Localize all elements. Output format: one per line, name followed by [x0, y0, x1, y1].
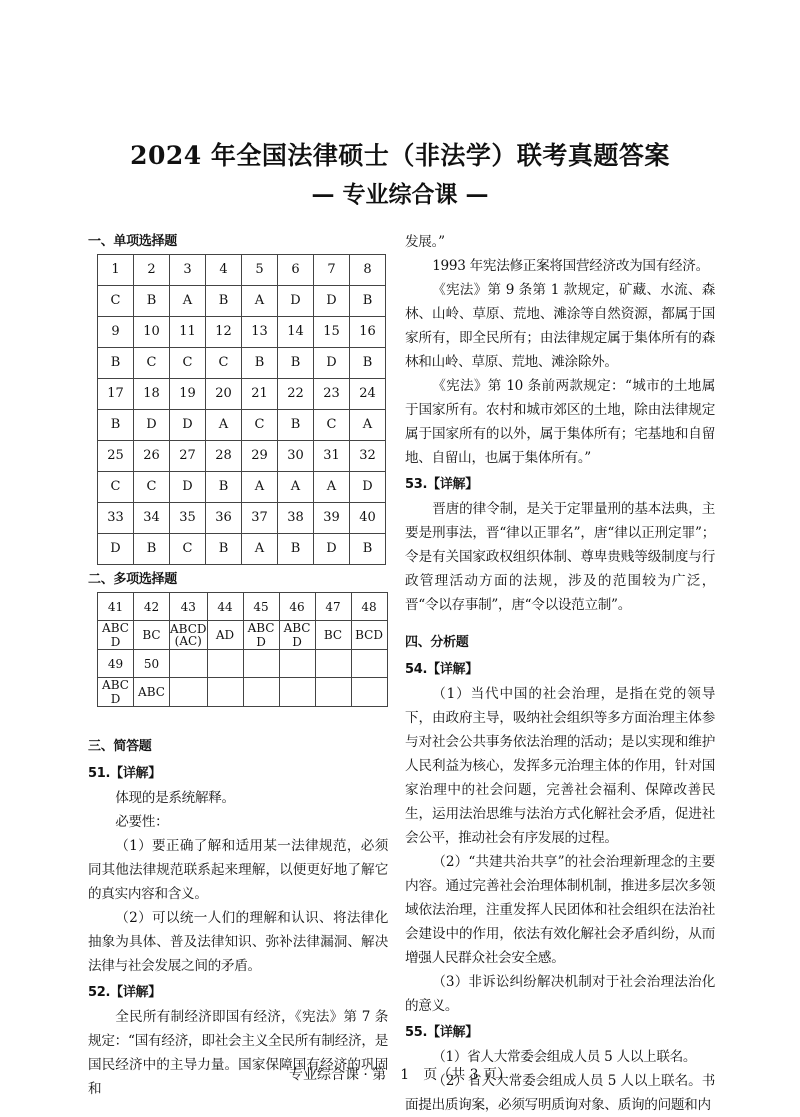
table-cell	[207, 650, 243, 678]
table-cell: ABCD	[98, 678, 134, 707]
table-row	[98, 678, 388, 707]
table-cell: B	[206, 286, 242, 317]
table-cell	[315, 678, 351, 707]
table-cell: D	[278, 286, 314, 317]
table-cell: 32	[350, 441, 386, 472]
table-cell: BCD	[351, 621, 387, 650]
table-row	[98, 379, 386, 410]
table-cell: C	[170, 348, 206, 379]
table-cell: 7	[314, 255, 350, 286]
table-cell: 38	[278, 503, 314, 534]
table-row	[98, 650, 388, 678]
page-title: 2024 年全国法律硕士（非法学）联考真题答案	[130, 141, 670, 170]
paragraph: （1）省人大常委会组成人员 5 人以上联名。	[432, 1049, 697, 1065]
table-cell: B	[278, 534, 314, 565]
table-cell: B	[98, 410, 134, 441]
paragraph: 1993 年宪法修正案将国营经济改为国有经济。	[432, 258, 709, 274]
table-cell: 10	[134, 317, 170, 348]
table-cell: A	[242, 534, 278, 565]
table-cell: 41	[98, 593, 134, 621]
table-cell	[170, 650, 208, 678]
table-cell: D	[314, 348, 350, 379]
table-row	[98, 255, 386, 286]
page-subtitle: — 专业综合课 —	[311, 181, 489, 208]
table-cell: 29	[242, 441, 278, 472]
paragraph: 必要性：	[115, 814, 169, 830]
table-cell: 49	[98, 650, 134, 678]
table-row	[98, 621, 388, 650]
table-cell: B	[242, 348, 278, 379]
paragraph: 《宪法》第 10 条前两款规定：“城市的土地属于国家所有。农村和城市郊区的土地，除由法律规定属于国家所有的以外，属于集体所有；宅基地和自留地、自留山，也属于集体所有。”	[405, 378, 715, 466]
table-cell: D	[170, 410, 206, 441]
table-cell	[243, 678, 279, 707]
table-cell	[207, 678, 243, 707]
table-cell: 23	[314, 379, 350, 410]
right-column	[405, 230, 715, 1117]
table-cell: D	[170, 472, 206, 503]
table-cell: 34	[134, 503, 170, 534]
table-cell: 8	[350, 255, 386, 286]
table-row	[98, 534, 386, 565]
table-cell: 28	[206, 441, 242, 472]
table-cell: 17	[98, 379, 134, 410]
table-cell: 11	[170, 317, 206, 348]
table-cell: 3	[170, 255, 206, 286]
table-cell: A	[350, 410, 386, 441]
table-cell: 48	[351, 593, 387, 621]
table-cell: AD	[207, 621, 243, 650]
section-heading: 四、分析题	[405, 635, 469, 650]
table-cell: 4	[206, 255, 242, 286]
table-cell	[170, 678, 208, 707]
table-cell: A	[242, 472, 278, 503]
paragraph: （2）省人大常委会组成人员 5 人以上联名。书面提出质询案，必须写明质询对象、质询的问题和内	[405, 1073, 715, 1113]
table-cell: 39	[314, 503, 350, 534]
table-cell: A	[314, 472, 350, 503]
table-cell: C	[134, 348, 170, 379]
table-cell: C	[242, 410, 278, 441]
table-cell: B	[278, 348, 314, 379]
table-cell: A	[242, 286, 278, 317]
table-cell	[351, 650, 387, 678]
table-cell: 26	[134, 441, 170, 472]
table-cell: 46	[279, 593, 315, 621]
table-cell: 43	[170, 593, 208, 621]
table-cell: ABCD	[243, 621, 279, 650]
table-cell: 19	[170, 379, 206, 410]
table-cell: 31	[314, 441, 350, 472]
paragraph: （1）要正确了解和适用某一法律规范，必须同其他法律规范联系起来理解，以便更好地了解它的真实内容和含义。	[88, 838, 388, 902]
table-row	[98, 593, 388, 621]
table-cell: B	[350, 534, 386, 565]
table-cell: D	[314, 286, 350, 317]
table-cell: C	[134, 472, 170, 503]
table-row	[98, 503, 386, 534]
section-heading: 一、单项选择题	[88, 234, 177, 249]
left-column	[88, 230, 388, 1101]
table-cell: B	[350, 348, 386, 379]
table-cell	[243, 650, 279, 678]
table-cell: 2	[134, 255, 170, 286]
multiple-choice-answer-table	[97, 592, 388, 707]
table-row	[98, 410, 386, 441]
table-cell: ABCD (AC)	[170, 622, 207, 648]
table-cell: 24	[350, 379, 386, 410]
table-cell: 16	[350, 317, 386, 348]
table-cell: 50	[134, 650, 170, 678]
question-heading: 55.【详解】	[405, 1025, 478, 1040]
question-heading: 51.【详解】	[88, 766, 161, 781]
paragraph: （2）可以统一人们的理解和认识、将法律化抽象为具体、普及法律知识、弥补法律漏洞、解决法律与社会发展之间的矛盾。	[88, 910, 388, 974]
table-cell: 36	[206, 503, 242, 534]
table-cell: B	[278, 410, 314, 441]
table-row	[98, 286, 386, 317]
table-cell: 15	[314, 317, 350, 348]
answer-54	[405, 682, 715, 1018]
paragraph: 《宪法》第 9 条第 1 款规定，矿藏、水流、森林、山岭、草原、荒地、滩涂等自然资源，都属于国家所有，即全民所有；由法律规定属于集体所有的森林和山岭、草原、荒地、滩涂除外。	[405, 282, 715, 370]
table-cell: C	[206, 348, 242, 379]
table-cell: C	[98, 472, 134, 503]
paragraph: （1）当代中国的社会治理，是指在党的领导下，由政府主导，吸纳社会组织等多方面治理主体参与对社会公共事务依法治理的活动；是以实现和维护人民利益为核心，发挥多元治理主体的作用，针对国家治理中的社会问题，完善社会福利、保障改善民生，运用法治思维与法治方式化解社会矛盾，促进社会公平，推动社会有序发展的过程。	[405, 686, 715, 846]
table-cell: 18	[134, 379, 170, 410]
table-cell: BC	[315, 621, 351, 650]
paragraph: 体现的是系统解释。	[115, 790, 235, 806]
answer-53	[405, 497, 715, 617]
table-cell: 45	[243, 593, 279, 621]
paragraph: 晋唐的律令制，是关于定罪量刑的基本法典，主要是刑事法，晋“律以正罪名”，唐“律以正刑定罪”；令是有关国家政权组织体制、尊卑贵贱等级制度与行政管理活动方面的法规，涉及的范围较为广泛，晋“令以存事制”，唐“令以设范立制”。	[405, 501, 715, 613]
paragraph: 全民所有制经济即国有经济，《宪法》第 7 条规定：“国有经济，即社会主义全民所有制经济，是国民经济中的主导力量。国家保障国有经济的巩固和	[88, 1009, 388, 1097]
table-cell: 37	[242, 503, 278, 534]
table-cell: C	[314, 410, 350, 441]
table-cell: 30	[278, 441, 314, 472]
table-cell: 9	[98, 317, 134, 348]
table-cell: C	[98, 286, 134, 317]
paragraph: （3）非诉讼纠纷解决机制对于社会治理法治化的意义。	[405, 974, 715, 1014]
table-cell: 13	[242, 317, 278, 348]
table-cell: 44	[207, 593, 243, 621]
table-cell: 5	[242, 255, 278, 286]
table-cell	[279, 650, 315, 678]
table-cell: BC	[134, 621, 170, 650]
table-cell: B	[350, 286, 386, 317]
paragraph: （2）“共建共治共享”的社会治理新理念的主要内容。通过完善社会治理体制机制，推进多层次多领域依法治理，注重发挥人民团体和社会组织在法治社会建设中的作用，依法有效化解社会矛盾纠纷，从而增强人民群众社会安全感。	[405, 854, 715, 966]
table-cell: A	[170, 286, 206, 317]
table-cell: B	[98, 348, 134, 379]
table-cell: A	[278, 472, 314, 503]
table-cell: 6	[278, 255, 314, 286]
table-cell: A	[206, 410, 242, 441]
table-cell: ABCD	[279, 621, 315, 650]
table-cell: 40	[350, 503, 386, 534]
table-cell: 21	[242, 379, 278, 410]
table-cell: 35	[170, 503, 206, 534]
table-cell: 12	[206, 317, 242, 348]
table-cell	[315, 650, 351, 678]
table-cell: 22	[278, 379, 314, 410]
table-row	[98, 441, 386, 472]
single-choice-answer-table	[97, 254, 386, 565]
table-cell: 42	[134, 593, 170, 621]
table-cell: 27	[170, 441, 206, 472]
table-cell: D	[350, 472, 386, 503]
table-cell: 20	[206, 379, 242, 410]
table-cell: B	[134, 534, 170, 565]
table-cell: 1	[98, 255, 134, 286]
table-row	[98, 348, 386, 379]
table-cell: 47	[315, 593, 351, 621]
table-cell: ABCD	[98, 621, 134, 650]
table-cell: D	[134, 410, 170, 441]
table-cell: 25	[98, 441, 134, 472]
paragraph-continuation: 发展。”	[405, 234, 445, 250]
table-cell: B	[206, 534, 242, 565]
table-cell: C	[170, 534, 206, 565]
page-footer: 专业综合课 · 第 1 页（共 3 页）	[288, 1067, 512, 1083]
table-cell: 14	[278, 317, 314, 348]
answer-52-continued	[405, 230, 715, 470]
table-cell	[351, 678, 387, 707]
table-cell: ABC	[134, 678, 170, 707]
table-row	[98, 317, 386, 348]
question-heading: 53.【详解】	[405, 477, 478, 492]
section-heading: 三、简答题	[88, 739, 152, 754]
table-cell: B	[134, 286, 170, 317]
answer-51	[88, 786, 388, 978]
table-cell: B	[206, 472, 242, 503]
table-cell: 33	[98, 503, 134, 534]
table-row	[98, 472, 386, 503]
question-heading: 54.【详解】	[405, 662, 478, 677]
section-heading: 二、多项选择题	[88, 572, 177, 587]
table-cell: D	[98, 534, 134, 565]
answer-52	[88, 1005, 388, 1101]
table-cell: D	[314, 534, 350, 565]
table-cell	[279, 678, 315, 707]
question-heading: 52.【详解】	[88, 985, 161, 1000]
